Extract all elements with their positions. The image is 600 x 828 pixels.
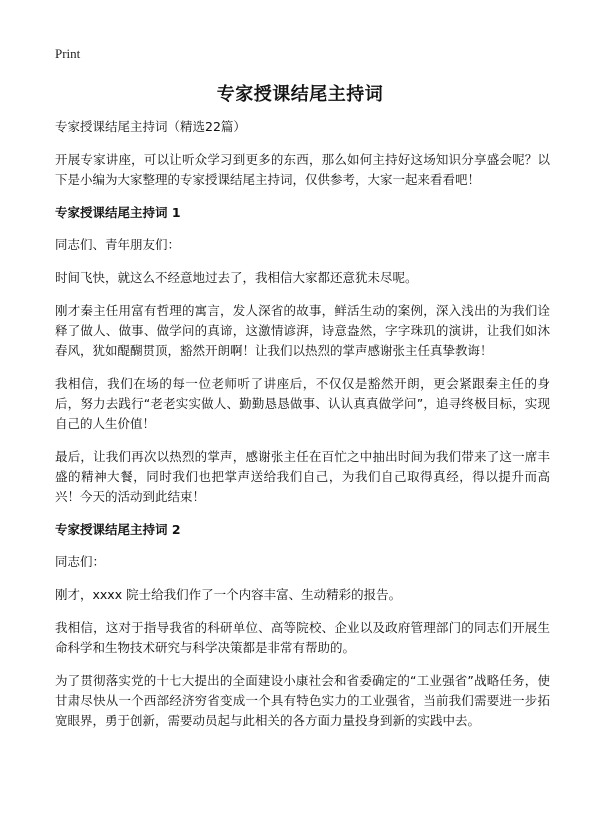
paragraph: 为了贯彻落实党的十七大提出的全面建设小康社会和省委确定的“工业强省”战略任务，使甘肃尽快从一个西部经济穷省变成一个具有特色实力的工业强省，当前我们需要进一步拓宽眼界，勇于创新，需要动员起与此相关的各方面力量投身到新的实践中去。 (55, 673, 550, 728)
paragraph: 我相信，这对于指导我省的科研单位、高等院校、企业以及政府管理部门的同志们开展生命科学和生物技术研究与科学决策都是非常有帮助的。 (55, 620, 550, 655)
document-subtitle: 专家授课结尾主持词（精选22篇） (55, 119, 246, 134)
section-2 (55, 520, 550, 731)
document-body (55, 118, 550, 744)
paragraph: 同志们、青年朋友们： (55, 237, 181, 252)
section-1 (55, 203, 550, 507)
intro-paragraph: 开展专家讲座，可以让听众学习到更多的东西，那么如何主持好这场知识分享盛会呢？以下是小编为大家整理的专家授课结尾主持词，仅供参考，大家一起来看看吧！ (55, 152, 550, 187)
paragraph: 时间飞快，就这么不经意地过去了，我相信大家都还意犹未尽呢。 (55, 270, 418, 285)
section-heading: 专家授课结尾主持词 1 (55, 205, 181, 220)
section-heading: 专家授课结尾主持词 2 (55, 522, 181, 537)
paragraph: 最后，让我们再次以热烈的掌声，感谢张主任在百忙之中抽出时间为我们带来了这一席丰盛的精神大餐，同时我们也把掌声送给我们自己，为我们自己取得真经，得以提升而高兴！今天的活动到此结束！ (55, 449, 550, 504)
paragraph: 我相信，我们在场的每一位老师听了讲座后，不仅仅是豁然开朗，更会紧跟秦主任的身后，努力去践行“老老实实做人、勤勤恳恳做事、认认真真做学问”，追寻终极目标，实现自己的人生价值！ (55, 376, 550, 431)
paragraph: 刚才，xxxx 院士给我们作了一个内容丰富、生动精彩的报告。 (55, 587, 402, 602)
paragraph: 同志们： (55, 554, 106, 569)
paragraph: 刚才秦主任用富有哲理的寓言，发人深省的故事，鲜活生动的案例，深入浅出的为我们诠释了做人、做事、做学问的真谛，这激情谚湃，诗意盎然，字字珠玑的演讲，让我们如沐春风，犹如醍醐贯顶，豁然开朗啊！让我们以热烈的掌声感谢张主任真挚教诲！ (55, 303, 550, 358)
page-title: 专家授课结尾主持词 (216, 84, 384, 105)
print-link[interactable]: Print (55, 46, 81, 61)
